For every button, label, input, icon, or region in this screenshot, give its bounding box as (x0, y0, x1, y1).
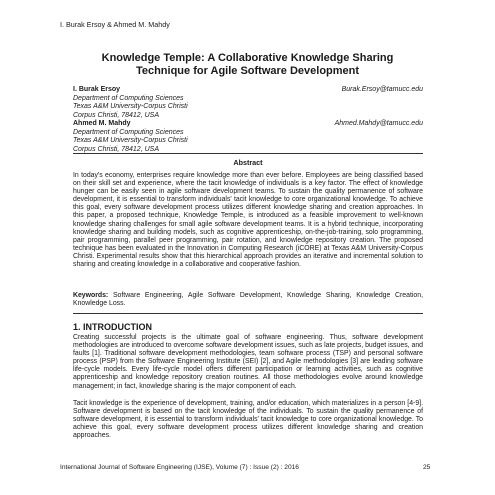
author-email: Ahmed.Mahdy@tamucc.edu (334, 120, 423, 127)
author-affiliation-line: Texas A&M University-Corpus Christi (73, 137, 188, 145)
author-block-2 (73, 120, 423, 154)
paper-title (60, 52, 435, 78)
title-line-2: Technique for Agile Software Development (135, 65, 360, 77)
abstract-top-rule (73, 153, 423, 154)
intro-paragraph-1: Creating successful projects is the ultimate goal of software engineering. Thus, software development methodologies are introduced to overcome software development issues, such as late projects, budget issues, and faults [1]. Traditional software development methodologies, team software process (TSP) and personal software process (PSP) from the Software Engineering Institute (SEI) [2], and Agile methodologies [3] are leading software life-cycle models. Every life-cycle model offers different participation or learning activities, such as cognitive apprenticeship and knowledge repository creation routines. All those methodologies evolve around knowledge management; in fact, knowledge sharing is the major component of each. (73, 334, 423, 390)
author-affiliation-line: Department of Computing Sciences (73, 94, 184, 102)
author-affiliation-line: Corpus Christi, 78412, USA (73, 111, 159, 119)
keywords-label: Keywords: (73, 292, 109, 299)
keywords-bottom-rule (73, 313, 423, 314)
section-heading-introduction: 1. INTRODUCTION (73, 322, 153, 332)
author-affiliation-line: Department of Computing Sciences (73, 128, 184, 136)
footer-page-number: 25 (423, 464, 431, 471)
abstract-heading: Abstract (233, 158, 263, 167)
keywords-text: Software Engineering, Agile Software Development, Knowledge Sharing, Knowledge Creation, Knowledge Loss. (73, 292, 423, 308)
abstract-text: In today's economy, enterprises require knowledge more than ever before. Employees are being classified based on their skill set and experience, where the tacit knowledge of individuals is a key factor. The effect of knowledge hunger can be easily seen in agile software development teams. To sustain the quality permanence of software development, it is essential to transform individuals' tacit knowledge to core organizational knowledge. To achieve this goal, every software development process utilizes different knowledge sharing and creation approaches. In this paper, a proposed technique, Knowledge Temple, is introduced as a feasible improvement to well-known knowledge sharing challenges for small agile software development teams. It is a hybrid technique, incorporating knowledge sharing and building models, such as cognitive apprenticeship, on-the-job-training, solo programming, pair programming, parallel peer programming, pair rotation, and knowledge repository creation. The proposed technique has been evaluated in the Innovation in Computing Research (iCORE) at Texas A&M University-Corpus Christi. Experimental results show that this hierarchical approach provides an iterative and incremental solution to sharing and creating knowledge in a collaborative and cooperative fashion. (73, 172, 423, 269)
author-block-1 (73, 86, 423, 120)
author-name: Ahmed M. Mahdy (73, 120, 131, 127)
title-line-1: Knowledge Temple: A Collaborative Knowledge Sharing (101, 52, 394, 64)
keywords (73, 292, 423, 308)
author-email: Burak.Ersoy@tamucc.edu (341, 86, 423, 93)
running-head: I. Burak Ersoy & Ahmed M. Mahdy (60, 20, 170, 29)
intro-paragraph-2: Tacit knowledge is the experience of development, training, and/or education, which materializes in a person [4-9]. Software development is based on the tacit knowledge of the individuals. To sustain the quality permanence of software development, it is essential to transform individuals' tacit knowledge to core organizational knowledge. To achieve this goal, every software development process utilizes different knowledge sharing and creation approaches. (73, 400, 423, 440)
author-affiliation-line: Corpus Christi, 78412, USA (73, 145, 159, 153)
footer-journal: International Journal of Software Engineering (IJSE), Volume (7) : Issue (2) : 2016 (60, 464, 299, 471)
author-affiliation-line: Texas A&M University-Corpus Christi (73, 103, 188, 111)
author-name: I. Burak Ersoy (73, 86, 121, 93)
